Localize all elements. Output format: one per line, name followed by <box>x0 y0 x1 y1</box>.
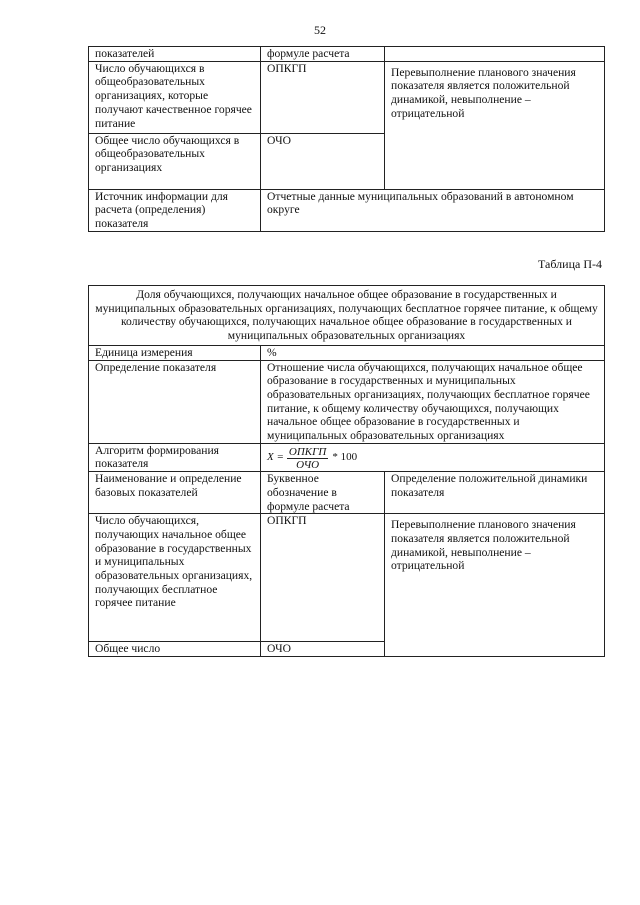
formula-multiplier: * 100 <box>332 451 358 464</box>
page-number: 52 <box>314 23 326 37</box>
dynamics-definition: Перевыполнение планового значения показателя является положительной динамикой, невыполнение – отрицательной <box>385 514 605 657</box>
column-header: Определение положительной динамики показателя <box>385 472 605 514</box>
base-indicator-code: ОЧО <box>261 642 385 657</box>
formula-fraction <box>287 446 328 471</box>
base-indicator-name: Общее число обучающихся в общеобразовательных организациях <box>89 133 261 189</box>
indicator-title: Доля обучающихся, получающих начальное общее образование в государственных и муниципальных образовательных организациях, получающих бесплатное горячее питание, к общему количеству обучающихся, получающих начальное общее образование в государственных и муниципальных образовательных организациях <box>89 286 605 346</box>
header-cell-names: показателей <box>89 47 261 62</box>
base-indicator-name: Число обучающихся в общеобразовательных организациях, которые получают качественное горячее питание <box>89 61 261 133</box>
indicator-table <box>88 285 605 657</box>
dynamics-definition: Перевыполнение планового значения показателя является положительной динамикой, невыполнение – отрицательной <box>385 61 605 189</box>
table-row <box>89 514 605 642</box>
base-indicator-name: Число обучающихся, получающих начальное общее образование в государственных и муниципальных образовательных организациях, получающих бесплатное горячее питание <box>89 514 261 642</box>
unit-label: Единица измерения <box>89 345 261 360</box>
column-header: Буквенное обозначение в формуле расчета <box>261 472 385 514</box>
algorithm-label: Алгоритм формирования показателя <box>89 443 261 471</box>
header-cell-letters: формуле расчета <box>261 47 385 62</box>
table-row <box>89 472 605 514</box>
table-row <box>89 61 605 133</box>
base-indicator-code: ОПКГП <box>261 514 385 642</box>
table-row <box>89 360 605 443</box>
definition-label: Определение показателя <box>89 360 261 443</box>
source-label: Источник информации для расчета (определения) показателя <box>89 189 261 231</box>
source-value: Отчетные данные муниципальных образований в автономном округе <box>261 189 605 231</box>
table-row <box>89 443 605 471</box>
table-row <box>89 189 605 231</box>
definition-value: Отношение числа обучающихся, получающих начальное общее образование в государственных и муниципальных образовательных организациях, получающих бесплатное горячее питание, к общему количеству обучающихся, получающих начальное общее образование в государственных и муниципальных образовательных организациях <box>261 360 605 443</box>
base-indicator-code: ОПКГП <box>261 61 385 133</box>
table-row <box>89 47 605 62</box>
unit-value: % <box>261 345 605 360</box>
formula-denominator: ОЧО <box>296 458 320 471</box>
base-indicator-code: ОЧО <box>261 133 385 189</box>
base-indicator-name: Общее число <box>89 642 261 657</box>
table-row <box>89 286 605 346</box>
column-header: Наименование и определение базовых показателей <box>89 472 261 514</box>
table-caption: Таблица П-4 <box>538 257 602 271</box>
formula <box>261 443 605 471</box>
formula-lhs: X = <box>267 451 284 464</box>
formula-numerator: ОПКГП <box>288 445 327 458</box>
indicator-table-continued <box>88 46 605 232</box>
table-row <box>89 345 605 360</box>
header-cell-dynamics <box>385 47 605 62</box>
